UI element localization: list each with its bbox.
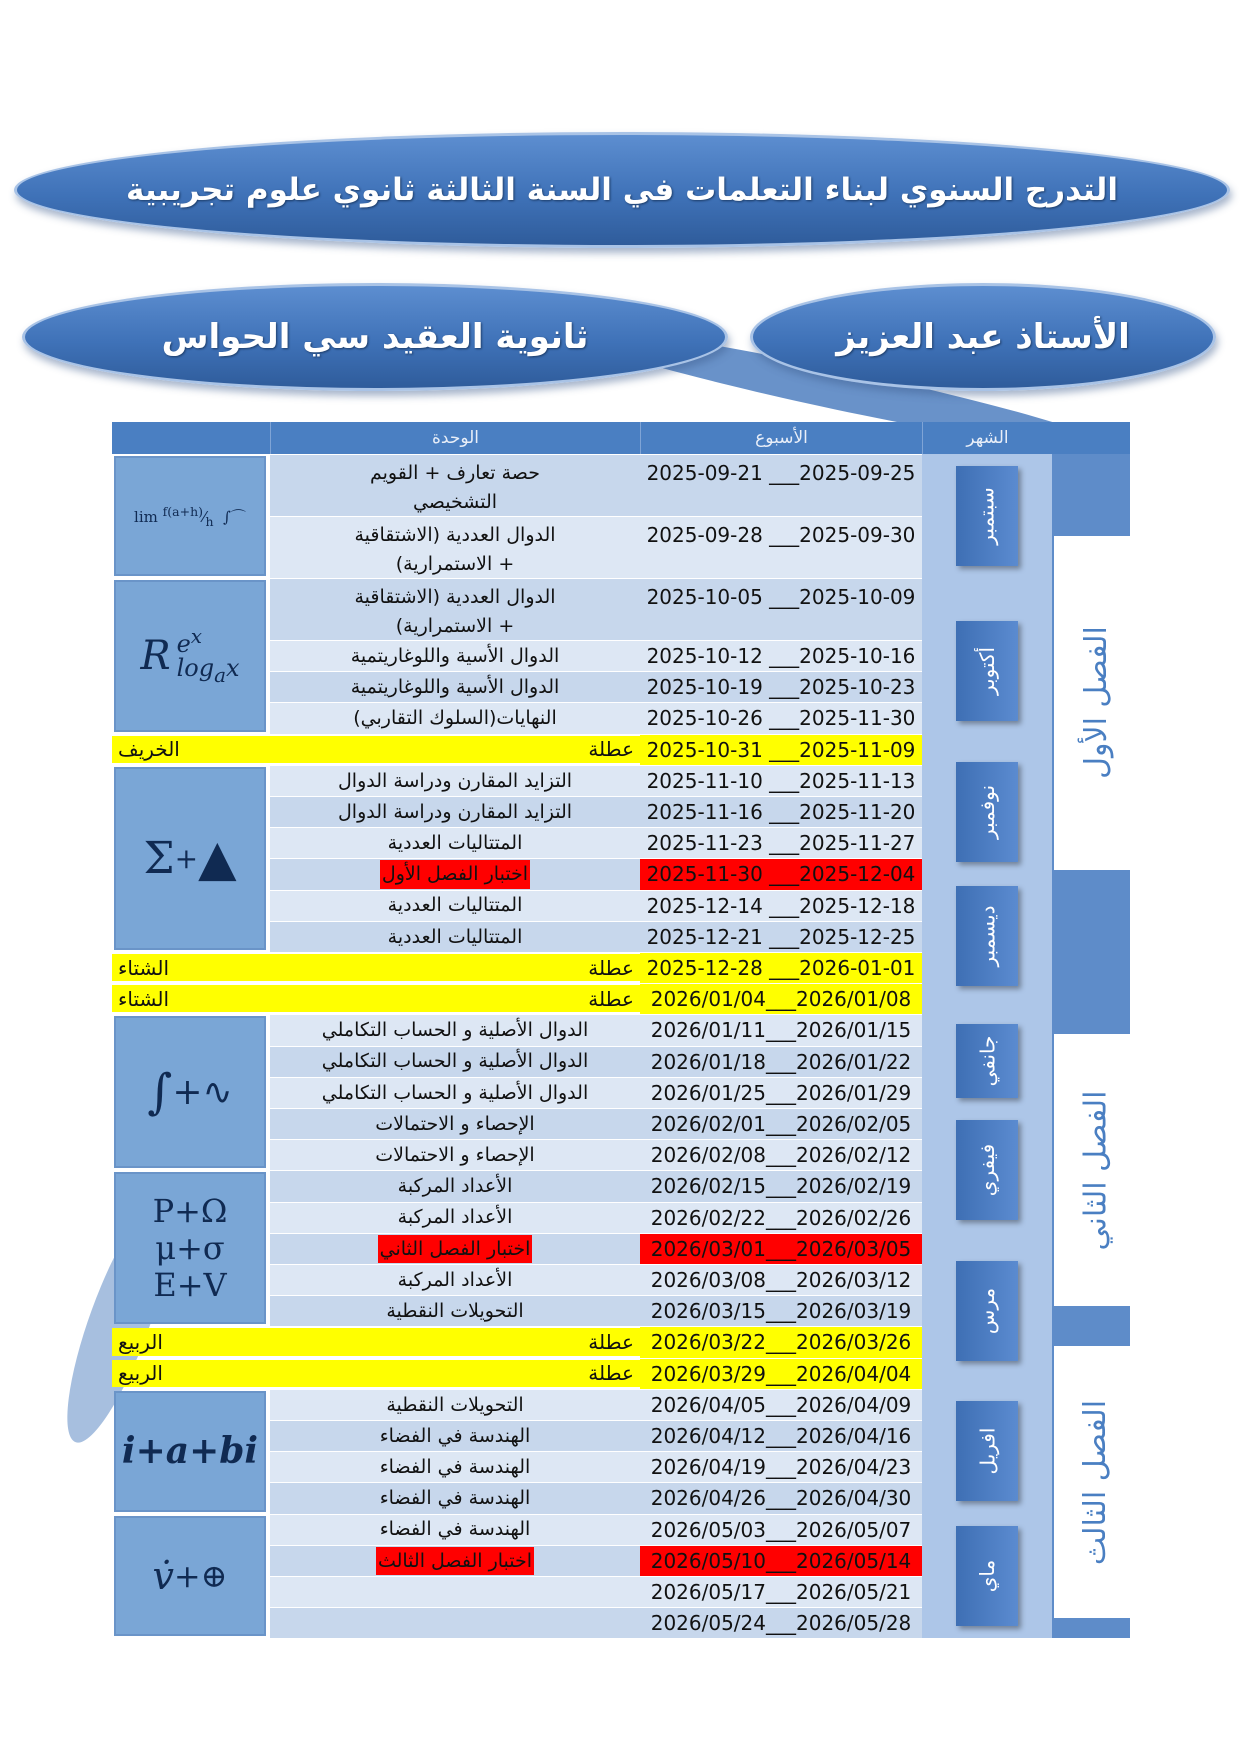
page-title: التدرج السنوي لبناء التعلمات في السنة الثالثة ثانوي علوم تجريبية <box>14 132 1230 248</box>
holiday-label: عطلة الخريف <box>118 737 634 762</box>
term-label: الفصل الأول <box>1078 626 1114 780</box>
month-chip <box>956 1526 1018 1626</box>
unit-label: الإحصاء و الاحتمالات <box>375 1112 535 1135</box>
month-label: سبتمبر <box>975 487 999 545</box>
unit-cell <box>270 890 640 921</box>
column-header-month: الشهر <box>922 422 1052 454</box>
unit-label: التزايد المقارن ودراسة الدوال <box>337 800 573 823</box>
unit-cell <box>270 1139 640 1170</box>
unit-label: اختبار الفصل الثالث <box>376 1547 534 1576</box>
week-cell: 2026/05/10___2026/05/14 <box>640 1545 922 1576</box>
unit-cell <box>270 1264 640 1295</box>
holiday-cell <box>112 1360 640 1387</box>
week-cell: 2025-10-19 ___2025-10-23 <box>640 671 922 702</box>
week-cell: 2026/03/08___2026/03/12 <box>640 1264 922 1295</box>
unit-cell <box>270 827 640 858</box>
unit-label: حصة تعارف + القويم التشخيصي <box>370 462 540 513</box>
week-cell: 2025-09-21 ___2025-09-25 <box>640 454 922 516</box>
unit-label: الهندسة في الفضاء <box>379 1456 531 1479</box>
unit-label: اختبار الفصل الثاني <box>378 1235 533 1264</box>
week-cell: 2025-12-21 ___2025-12-25 <box>640 921 922 952</box>
unit-cell <box>270 1576 640 1607</box>
column-header-unit: الوحدة <box>270 422 640 454</box>
unit-cell <box>270 858 640 889</box>
holiday-cell <box>112 1328 640 1355</box>
unit-cell <box>270 1077 640 1108</box>
unit-label: الهندسة في الفضاء <box>379 1424 531 1447</box>
unit-label: الدوال الأسية واللوغاريتمية <box>350 676 560 699</box>
unit-cell <box>270 671 640 702</box>
unit-label: المتتاليات العددية <box>387 925 523 948</box>
holiday-label: عطلة الشتاء <box>118 986 634 1011</box>
unit-label: الأعداد المركبة <box>397 1175 513 1198</box>
week-cell: 2026/02/15___2026/02/19 <box>640 1170 922 1201</box>
holiday-label: عطلة الربيع <box>118 1361 634 1386</box>
month-label: افريل <box>975 1427 999 1475</box>
unit-cell <box>270 1451 640 1482</box>
unit-label: الهندسة في الفضاء <box>379 1487 531 1510</box>
week-cell: 2026/05/17___2026/05/21 <box>640 1576 922 1607</box>
unit-cell <box>270 1014 640 1045</box>
month-chip <box>956 466 1018 566</box>
week-cell: 2025-10-31 ___2025-11-09 <box>640 734 922 765</box>
week-cell: 2025-12-14 ___2025-12-18 <box>640 890 922 921</box>
month-chip <box>956 1024 1018 1098</box>
month-chip <box>956 886 1018 986</box>
week-cell: 2026/03/22___2026/03/26 <box>640 1326 922 1357</box>
unit-label: التحويلات النقطية <box>386 1300 524 1323</box>
unit-cell <box>270 1108 640 1139</box>
unit-label: الدوال العددية (الاشتقاقية + الاستمرارية) <box>354 586 556 637</box>
unit-label: المتتاليات العددية <box>387 832 523 855</box>
term-label-box <box>1054 536 1138 870</box>
holiday-cell <box>112 985 640 1012</box>
week-cell: 2026/03/15___2026/03/19 <box>640 1295 922 1326</box>
term-label-box <box>1054 1034 1138 1306</box>
column-header-week: الأسبوع <box>640 422 922 454</box>
month-chip <box>956 1401 1018 1501</box>
unit-cell <box>270 765 640 796</box>
unit-cell <box>270 1046 640 1077</box>
month-label: فيفري <box>975 1144 999 1197</box>
exp-log-icon: R $e^x$ $\log_ax$ <box>114 580 266 732</box>
week-cell: 2025-11-10 ___2025-11-13 <box>640 765 922 796</box>
week-cell: 2026/04/26___2026/04/30 <box>640 1482 922 1513</box>
unit-label: الدوال الأصلية و الحساب التكاملي <box>321 1050 589 1073</box>
week-cell: 2026/03/29___2026/04/04 <box>640 1358 922 1389</box>
holiday-cell <box>112 954 640 981</box>
week-cell: 2026/04/05___2026/04/09 <box>640 1389 922 1420</box>
holiday-cell <box>112 736 640 763</box>
month-label: جانفي <box>975 1035 999 1087</box>
unit-label: الدوال الأصلية و الحساب التكاملي <box>321 1019 589 1042</box>
unit-cell <box>270 702 640 733</box>
week-cell: 2026/02/08___2026/02/12 <box>640 1139 922 1170</box>
week-cell: 2026/04/12___2026/04/16 <box>640 1420 922 1451</box>
unit-label: الإحصاء و الاحتمالات <box>375 1144 535 1167</box>
week-cell: 2026/01/11___2026/01/15 <box>640 1014 922 1045</box>
unit-cell <box>270 1170 640 1201</box>
week-cell: 2025-11-23 ___2025-11-27 <box>640 827 922 858</box>
unit-label: المتتاليات العددية <box>387 894 523 917</box>
month-chip <box>956 1261 1018 1361</box>
unit-cell <box>270 921 640 952</box>
week-cell: 2025-10-12 ___2025-10-16 <box>640 640 922 671</box>
holiday-label: عطلة الربيع <box>118 1329 634 1354</box>
term-label: الفصل الثاني <box>1078 1090 1114 1251</box>
week-cell: 2025-10-26 ___2025-11-30 <box>640 702 922 733</box>
sum-triangle-icon: Σ + ▲ <box>114 767 266 950</box>
unit-cell <box>270 1420 640 1451</box>
term-label: الفصل الثالث <box>1078 1399 1114 1565</box>
unit-label: الدوال الأسية واللوغاريتمية <box>350 644 560 667</box>
unit-label: اختبار الفصل الأول <box>380 860 530 889</box>
week-cell: 2026/05/03___2026/05/07 <box>640 1514 922 1545</box>
limit-formula-icon: $\lim ^{f(a+h)}⁄_h$ ∫⌒ <box>114 456 266 576</box>
schedule-table <box>112 422 1130 1651</box>
week-cell: 2026/01/04___2026/01/08 <box>640 983 922 1014</box>
month-chip <box>956 1120 1018 1220</box>
unit-label: التحويلات النقطية <box>386 1393 524 1416</box>
week-cell: 2026/01/25___2026/01/29 <box>640 1077 922 1108</box>
unit-cell <box>270 796 640 827</box>
week-cell: 2026/03/01___2026/03/05 <box>640 1233 922 1264</box>
week-cell: 2026/02/01___2026/02/05 <box>640 1108 922 1139</box>
unit-cell <box>270 516 640 578</box>
holiday-label: عطلة الشتاء <box>118 955 634 980</box>
month-label: مرس <box>974 1287 999 1334</box>
unit-cell <box>270 1202 640 1233</box>
week-cell: 2025-11-30 ___2025-12-04 <box>640 858 922 889</box>
unit-label: الأعداد المركبة <box>397 1206 513 1229</box>
month-label: ماي <box>975 1559 999 1593</box>
teacher-name: الأستاذ عبد العزيز <box>750 283 1216 391</box>
unit-cell <box>270 640 640 671</box>
unit-label: الأعداد المركبة <box>397 1268 513 1291</box>
unit-label: الهندسة في الفضاء <box>379 1518 531 1541</box>
week-cell: 2026/05/24___2026/05/28 <box>640 1607 922 1638</box>
unit-cell <box>270 1514 640 1545</box>
unit-cell <box>270 1545 640 1576</box>
unit-cell <box>270 1607 640 1638</box>
week-cell: 2026/02/22___2026/02/26 <box>640 1202 922 1233</box>
unit-cell <box>270 454 640 516</box>
month-label: ديسمبر <box>974 905 999 967</box>
week-cell: 2025-09-28 ___2025-09-30 <box>640 516 922 578</box>
month-label: أكتوبر <box>974 647 999 696</box>
unit-cell <box>270 1482 640 1513</box>
unit-cell <box>270 578 640 640</box>
term-label-box <box>1054 1346 1138 1618</box>
week-cell: 2025-12-28 ___2026-01-01 <box>640 952 922 983</box>
week-cell: 2026/01/18___2026/01/22 <box>640 1046 922 1077</box>
unit-cell <box>270 1233 640 1264</box>
unit-cell <box>270 1295 640 1326</box>
unit-cell <box>270 1389 640 1420</box>
unit-label: الدوال العددية (الاشتقاقية + الاستمرارية) <box>354 524 556 575</box>
integral-wave-icon: ∫ +∿ <box>114 1016 266 1168</box>
month-label: نوفمبر <box>975 784 999 839</box>
week-cell: 2026/04/19___2026/04/23 <box>640 1451 922 1482</box>
month-chip <box>956 621 1018 721</box>
school-name: ثانوية العقيد سي الحواس <box>22 283 728 391</box>
complex-number-icon: i+a+bi <box>114 1391 266 1512</box>
vector-globe-icon: v̇ +⊕ <box>114 1516 266 1637</box>
month-chip <box>956 762 1018 862</box>
probability-symbols-icon: P+Ω μ+σ E+V <box>114 1172 266 1324</box>
unit-label: الدوال الأصلية و الحساب التكاملي <box>321 1081 589 1104</box>
week-cell: 2025-11-16 ___2025-11-20 <box>640 796 922 827</box>
unit-label: التزايد المقارن ودراسة الدوال <box>337 769 573 792</box>
week-cell: 2025-10-05 ___2025-10-09 <box>640 578 922 640</box>
unit-label: النهايات(السلوك التقاربي) <box>353 707 557 730</box>
